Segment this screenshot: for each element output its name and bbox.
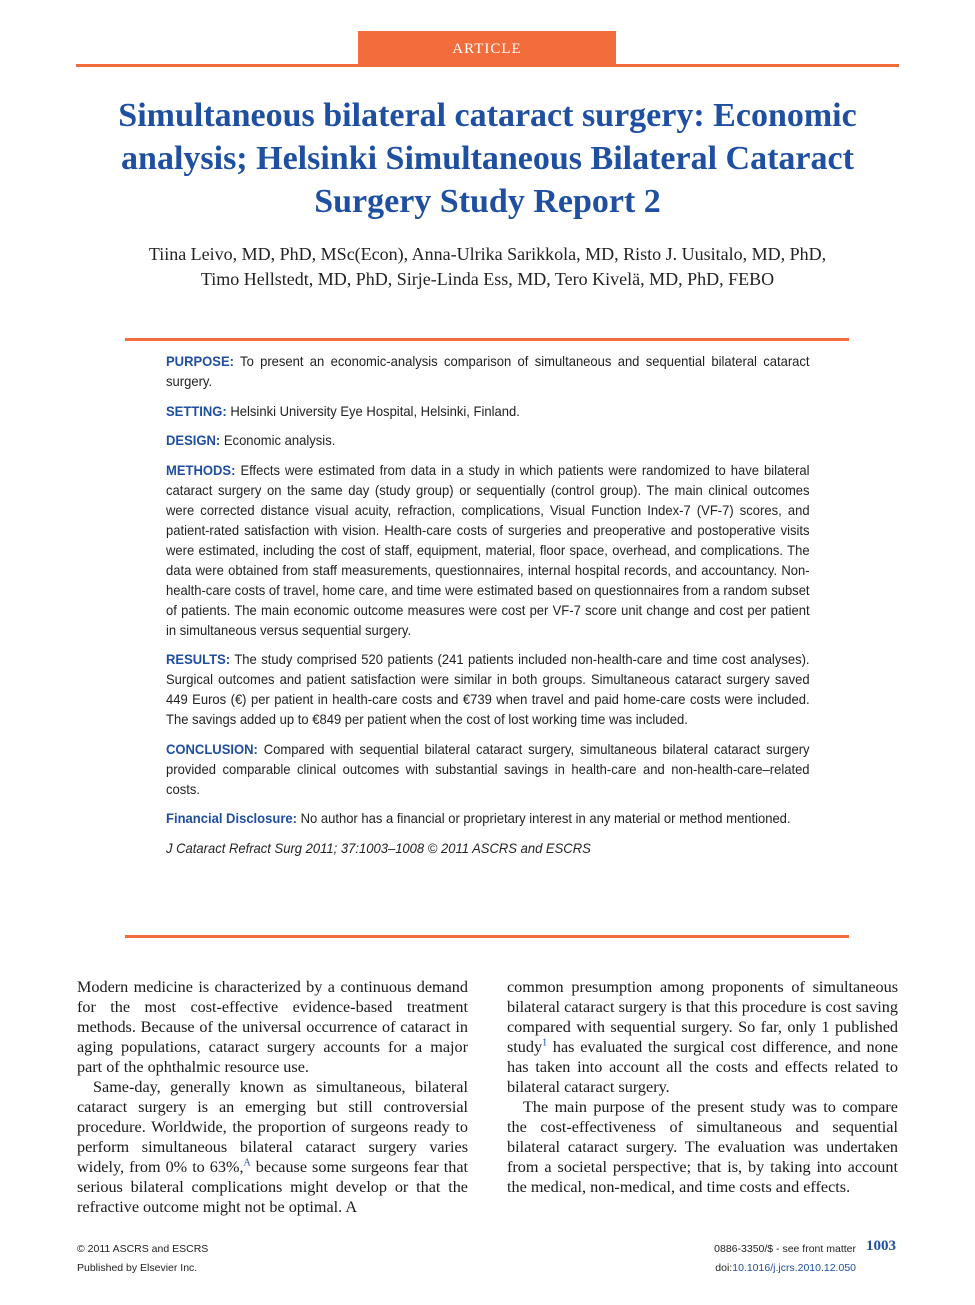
page-number: 1003	[866, 1238, 896, 1254]
journal-citation: J Cataract Refract Surg 2011; 37:1003–1008 © 2011 ASCRS and ESCRS	[166, 839, 591, 856]
abstract-bottom-divider	[125, 935, 849, 938]
abstract-label: METHODS:	[166, 461, 236, 478]
author-list	[70, 242, 905, 292]
abstract-conclusion	[166, 739, 810, 799]
abstract-methods	[166, 460, 810, 640]
reference-link[interactable]: 1	[542, 1037, 548, 1049]
body-text: has evaluated the surgical cost difference, and none has taken into account all the costs and effects related to bilateral cataract surgery.	[507, 1038, 898, 1096]
body-text: Same-day, generally known as simultaneous, bilateral cataract surgery is an emerging but still controversial procedure. Worldwide, the proportion of surgeons ready to perform simultaneous bilateral cataract surgery varies widely, from 0% to 63%,	[77, 1078, 468, 1176]
body-paragraph: Modern medicine is characterized by a continuous demand for the most cost-effective evidence-based treatment methods. Because of the universal occurrence of cataract in aging populations, cataract surgery accounts for a major part of the ophthalmic resource use.	[77, 978, 468, 1076]
abstract-text: Economic analysis.	[220, 432, 336, 448]
abstract-label: DESIGN:	[166, 432, 221, 448]
abstract-label: SETTING:	[166, 402, 227, 419]
abstract-label: CONCLUSION:	[166, 740, 258, 757]
abstract-text: To present an economic-analysis comparison of simultaneous and sequential bilateral cataract surgery.	[166, 353, 810, 389]
footer-doi	[650, 1262, 856, 1274]
abstract-text: The study comprised 520 patients (241 patients included non-health-care and time cost analyses). Surgical outcomes and patient satisfaction were similar in both groups. Simultaneous cataract surgery saved 449 Euros (€) per patient in health-care costs and €739 when travel and paid home-care costs were included. The savings added up to €849 per patient when the cost of lost working time was included.	[166, 651, 810, 727]
abstract-purpose	[166, 351, 810, 391]
abstract-setting	[166, 401, 810, 421]
body-column-right	[507, 977, 898, 1197]
footer-publisher: Published by Elsevier Inc.	[77, 1262, 198, 1274]
doi-link[interactable]: 10.1016/j.jcrs.2010.12.050	[732, 1262, 856, 1274]
body-text: because some surgeons fear that serious bilateral complications might develop or that the refractive outcome might not be optimal. A	[77, 1158, 468, 1216]
footer-issn: 0886-3350/$ - see front matter	[714, 1243, 856, 1255]
body-text: common presumption among proponents of simultaneous bilateral cataract surgery is that this procedure is cost saving compared with sequential surgery. So far, only 1 published study	[507, 978, 898, 1056]
abstract-top-divider	[125, 338, 849, 341]
header-divider	[76, 64, 899, 67]
reference-link[interactable]: A	[243, 1157, 251, 1169]
abstract-financial-disclosure	[166, 808, 810, 828]
article-section-tab: ARTICLE	[358, 31, 616, 65]
body-paragraph	[507, 977, 898, 1097]
body-paragraph	[77, 1077, 468, 1217]
author-line-1: Tiina Leivo, MD, PhD, MSc(Econ), Anna-Ulrika Sarikkola, MD, Risto J. Uusitalo, MD, PhD,	[148, 244, 827, 264]
abstract-results	[166, 649, 810, 729]
footer-copyright: © 2011 ASCRS and ESCRS	[77, 1243, 209, 1255]
abstract-design	[166, 430, 810, 450]
abstract-label: RESULTS:	[166, 651, 231, 667]
body-paragraph: The main purpose of the present study was to compare the cost-effectiveness of simultaneous and sequential bilateral cataract surgery. The evaluation was undertaken from a societal perspective; that is, by taking into account the medical, non-medical, and time costs and effects.	[507, 1098, 898, 1196]
abstract-text: Compared with sequential bilateral cataract surgery, simultaneous bilateral cataract surgery provided comparable clinical outcomes with substantial savings in health-care and non-health-care–related costs.	[166, 740, 810, 797]
article-title: Simultaneous bilateral cataract surgery: Economic analysis; Helsinki Simultaneous Bilateral Cataract Surgery Study Report 2	[118, 97, 857, 220]
abstract-text: No author has a financial or proprietary interest in any material or method mentioned.	[296, 810, 791, 826]
author-line-2: Timo Hellstedt, MD, PhD, Sirje-Linda Ess, MD, Tero Kivelä, MD, PhD, FEBO	[200, 269, 775, 289]
body-column-left	[77, 977, 468, 1217]
abstract-label: PURPOSE:	[166, 353, 235, 369]
abstract-label: Financial Disclosure:	[166, 810, 297, 826]
abstract-text: Effects were estimated from data in a study in which patients were randomized to have bilateral cataract surgery on the same day (study group) or sequentially (control group). The main clinical outcomes were corrected distance visual acuity, refraction, complications, Visual Function Index-7 (VF-7) scores, and patient-rated satisfaction with vision. Health-care costs of surgeries and preoperative and postoperative visits were estimated, including the cost of staff, equipment, material, floor space, overhead, and complications. The data were obtained from staff measurements, questionnaires, internal hospital records, and accountancy. Non-health-care costs of travel, home care, and time were estimated based on questionnaires from a random subset of patients. The main economic outcome measures were cost per VF-7 score unit change and cost per patient in simultaneous versus sequential surgery.	[166, 461, 810, 638]
abstract	[166, 351, 810, 867]
doi-prefix: doi:	[715, 1262, 733, 1274]
abstract-text: Helsinki University Eye Hospital, Helsinki, Finland.	[226, 402, 520, 419]
